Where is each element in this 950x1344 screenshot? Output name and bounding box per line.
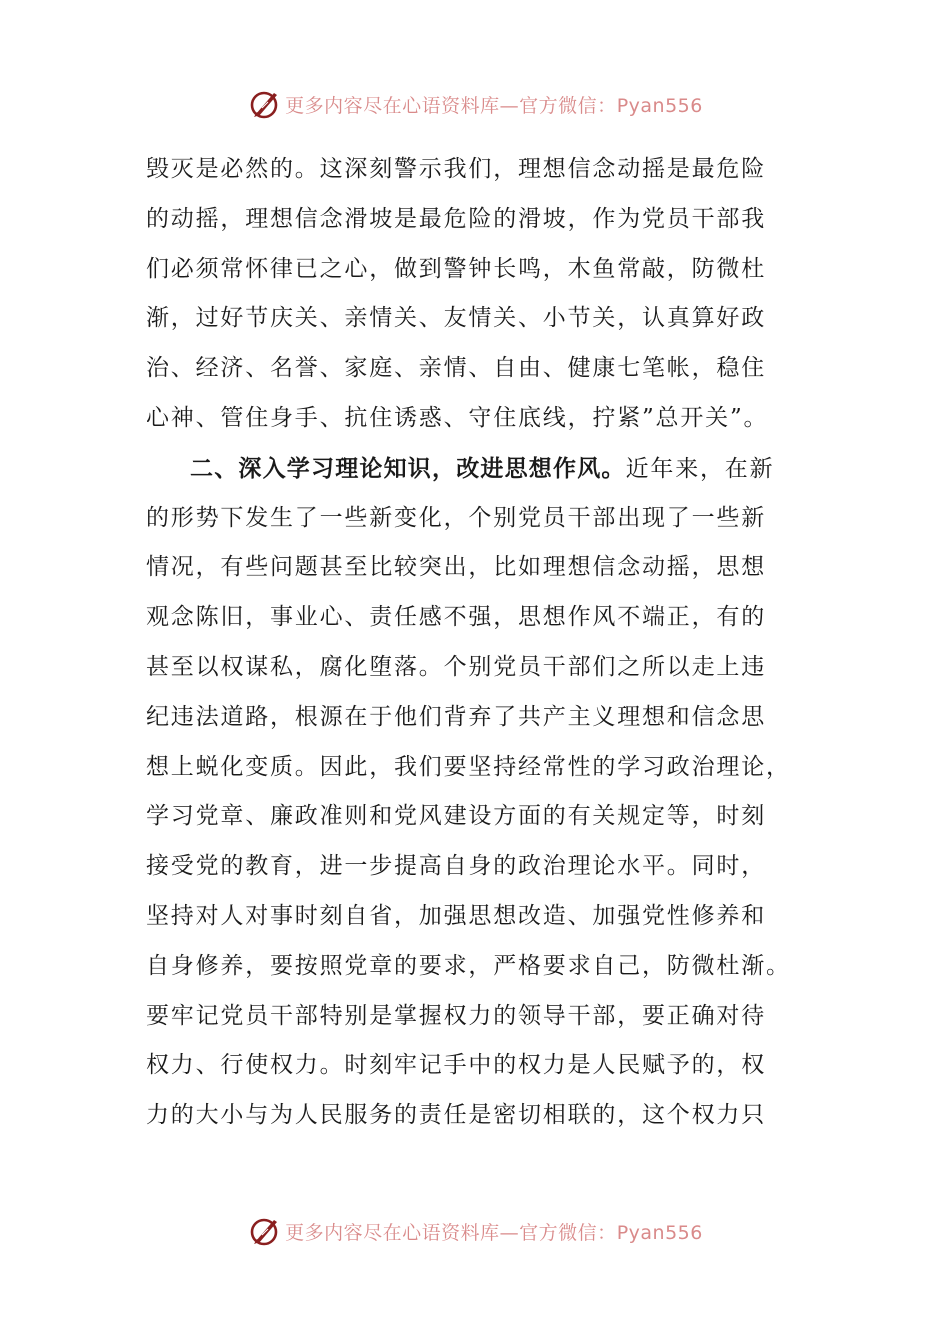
body-line: 想上蜕化变质。因此，我们要坚持经常性的学习政治理论， (146, 753, 791, 780)
body-line: 要牢记党员干部特别是掌握权力的领导干部，要正确对待 (146, 1002, 766, 1029)
document-body (146, 145, 806, 1141)
body-line: 情况，有些问题甚至比较突出，比如理想信念动摇，思想 (146, 554, 766, 581)
body-line: 自身修养，要按照党章的要求，严格要求自己，防微杜渐。 (146, 952, 791, 979)
watermark-text (285, 1218, 703, 1245)
quill-logo-icon (247, 87, 281, 121)
body-line: 坚持对人对事时刻自省，加强思想改造、加强党性修养和 (146, 902, 766, 929)
watermark-main: 更多内容尽在心语资料库 (285, 1221, 500, 1244)
watermark-wechat-id: Pyan556 (616, 94, 703, 117)
watermark-wechat-label: 官方微信： (519, 94, 617, 117)
body-line: 力的大小与为人民服务的责任是密切相联的，这个权力只 (146, 1102, 766, 1129)
section-two-heading: 二、深入学习理论知识，改进思想作风。 (190, 454, 626, 482)
body-line: 的形势下发生了一些新变化，个别党员干部出现了一些新 (146, 504, 766, 531)
body-line: 学习党章、廉政准则和党风建设方面的有关规定等，时刻 (146, 803, 766, 830)
body-line: 的动摇，理想信念滑坡是最危险的滑坡，作为党员干部我 (146, 205, 766, 232)
watermark-dash: — (499, 1221, 520, 1244)
watermark-wechat-label: 官方微信： (519, 1221, 617, 1244)
body-line: 毁灭是必然的。这深刻警示我们，理想信念动摇是最危险 (146, 156, 766, 182)
watermark-text (285, 91, 703, 118)
body-line: 权力、行使权力。时刻牢记手中的权力是人民赋予的，权 (146, 1052, 766, 1079)
body-line: 观念陈旧，事业心、责任感不强，思想作风不端正，有的 (146, 604, 766, 631)
body-line: 治、经济、名誉、家庭、亲情、自由、健康七笔帐，稳住 (146, 355, 766, 382)
section-two-first-line (146, 444, 806, 494)
watermark-main: 更多内容尽在心语资料库 (285, 94, 500, 117)
watermark-banner-bottom (0, 1211, 950, 1251)
body-line: 甚至以权谋私，腐化堕落。个别党员干部们之所以走上违 (146, 653, 766, 680)
body-line: 们必须常怀律已之心，做到警钟长鸣，木鱼常敲，防微杜 (146, 255, 766, 282)
watermark-wechat-id: Pyan556 (616, 1221, 703, 1244)
body-line: 心神、管住身手、抗住诱惑、守住底线，拧紧”总开关”。 (146, 404, 769, 431)
body-line: 接受党的教育，进一步提高自身的政治理论水平。同时， (146, 853, 766, 880)
body-line: 纪违法道路，根源在于他们背弃了共产主义理想和信念思 (146, 703, 766, 730)
section-two-first-line-rest: 近年来，在新 (625, 455, 775, 482)
watermark-banner-top (0, 84, 950, 124)
watermark-dash: — (499, 94, 520, 117)
body-line: 渐，过好节庆关、亲情关、友情关、小节关，认真算好政 (146, 305, 766, 332)
quill-logo-icon (247, 1214, 281, 1248)
